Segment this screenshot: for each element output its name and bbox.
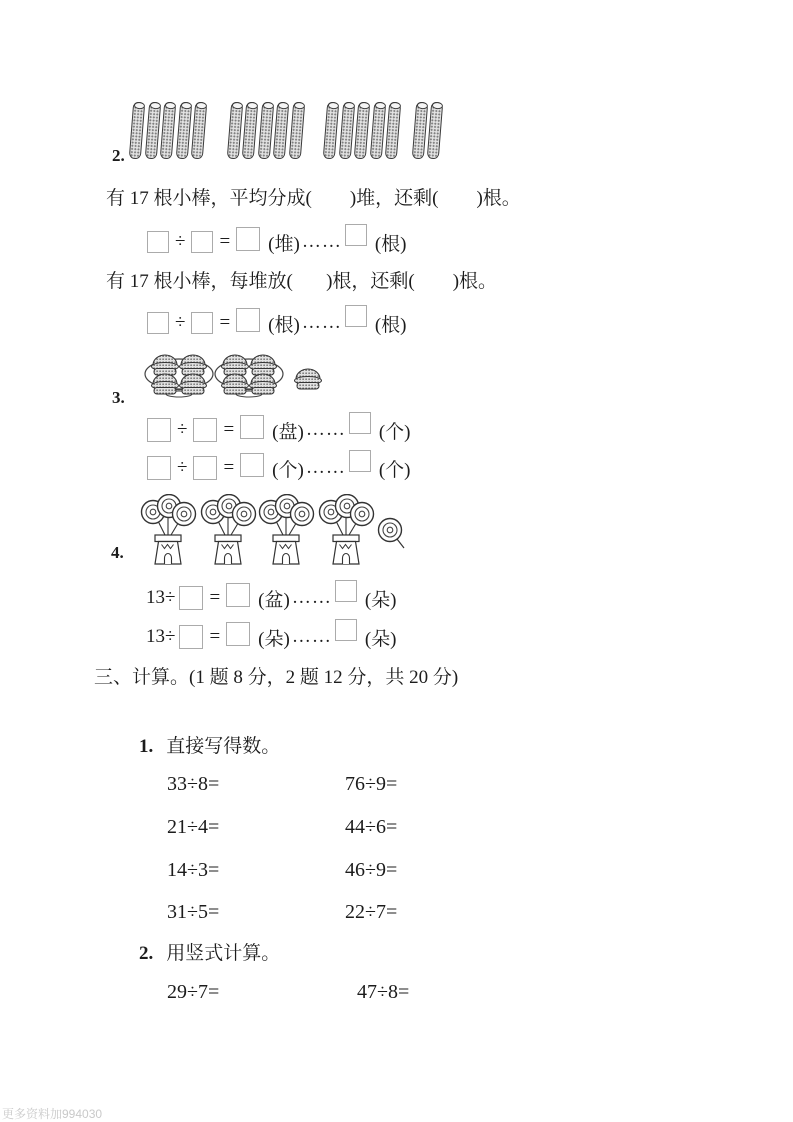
stick-icon: [427, 102, 443, 160]
division-problem: 22÷7=: [345, 901, 398, 923]
stick-icon: [411, 102, 427, 160]
dividend-box[interactable]: [147, 231, 169, 253]
stick-group: [229, 102, 307, 159]
dividend-text: 13÷: [146, 626, 176, 647]
equation-q3b: [144, 451, 410, 485]
quotient-unit: (朵): [258, 628, 290, 650]
quotient-unit: (个): [272, 459, 304, 481]
dividend-box[interactable]: [147, 418, 171, 442]
question-4-number: 4.: [111, 543, 124, 562]
division-problem: 76÷9=: [345, 773, 398, 795]
divide-sign: ÷: [177, 419, 188, 440]
stick-icon: [160, 102, 176, 160]
burger-icon: [152, 355, 179, 375]
stick-icon: [323, 102, 339, 160]
remainder-dots: ……: [301, 231, 342, 252]
equals-sign: =: [209, 587, 221, 608]
sticks-picture: [131, 102, 445, 159]
stick-icon: [288, 102, 304, 160]
sub-item-1-number: 1.: [139, 736, 154, 757]
flower-pot-icon: [202, 495, 256, 565]
burger-icon: [295, 369, 322, 389]
remainder-box[interactable]: [345, 305, 367, 327]
stick-group: [414, 102, 445, 159]
remainder-box[interactable]: [345, 224, 367, 246]
burgers-picture: [143, 345, 328, 400]
remainder-unit: (个): [378, 459, 411, 481]
quotient-unit: (堆): [268, 233, 300, 255]
flower-pot-icon: [320, 495, 374, 565]
divisor-box[interactable]: [193, 418, 217, 442]
dividend-box[interactable]: [147, 312, 169, 334]
division-problem: 14÷3=: [167, 859, 220, 881]
divide-sign: ÷: [177, 457, 188, 478]
remainder-dots: ……: [305, 419, 346, 440]
remainder-box[interactable]: [349, 412, 371, 434]
remainder-dots: ……: [291, 587, 332, 608]
sub-item-2-title: 用竖式计算。: [166, 943, 281, 964]
remainder-box[interactable]: [349, 450, 371, 472]
equation-q2b: [144, 306, 406, 340]
stick-icon: [144, 102, 160, 160]
quotient-box[interactable]: [240, 453, 264, 477]
flower-pot-icon: [260, 495, 314, 565]
equals-sign: =: [209, 626, 221, 647]
question-2-line1: 有 17 根小棒，平均分成( )堆，还剩( )根。: [106, 188, 521, 209]
stick-icon: [354, 102, 370, 160]
equals-sign: =: [223, 457, 235, 478]
remainder-dots: ……: [301, 312, 342, 333]
stick-icon: [369, 102, 385, 160]
burger-icon: [250, 355, 277, 375]
stick-icon: [385, 102, 401, 160]
flower-pot-icon: [142, 495, 196, 565]
divisor-box[interactable]: [193, 456, 217, 480]
divisor-box[interactable]: [191, 312, 213, 334]
remainder-box[interactable]: [335, 580, 357, 602]
stick-group: [131, 102, 209, 159]
remainder-dots: ……: [305, 457, 346, 478]
divide-sign: ÷: [175, 312, 186, 333]
division-problem: 33÷8=: [167, 773, 220, 795]
divide-sign: ÷: [175, 231, 186, 252]
question-2-number: 2.: [112, 146, 125, 165]
sub-item-2-number: 2.: [139, 943, 154, 964]
remainder-dots: ……: [291, 626, 332, 647]
division-problem: 29÷7=: [167, 981, 220, 1003]
division-problem: 44÷6=: [345, 816, 398, 838]
quotient-box[interactable]: [236, 227, 260, 251]
equation-q4a: [146, 581, 396, 615]
stick-icon: [129, 102, 145, 160]
remainder-unit: (个): [378, 421, 411, 443]
quotient-unit: (盘): [272, 421, 304, 443]
divisor-box[interactable]: [191, 231, 213, 253]
remainder-unit: (根): [374, 314, 407, 336]
stick-icon: [242, 102, 258, 160]
dividend-box[interactable]: [147, 456, 171, 480]
equation-q2a: [144, 225, 406, 259]
stick-icon: [338, 102, 354, 160]
sub-item-1-title: 直接写得数。: [166, 736, 281, 757]
divisor-box[interactable]: [179, 586, 203, 610]
divisor-box[interactable]: [179, 625, 203, 649]
burger-icon: [180, 374, 207, 394]
equals-sign: =: [219, 312, 231, 333]
stick-icon: [257, 102, 273, 160]
burger-icon: [222, 374, 249, 394]
vertical-calc-row: [147, 958, 409, 1027]
remainder-unit: (朵): [364, 628, 397, 650]
equals-sign: =: [223, 419, 235, 440]
division-problem: 46÷9=: [345, 859, 398, 881]
watermark-text: 更多资料加994030: [2, 1107, 103, 1121]
burger-icon: [180, 355, 207, 375]
quotient-unit: (盆): [258, 589, 290, 611]
stick-icon: [175, 102, 191, 160]
division-problem: 31÷5=: [167, 901, 220, 923]
stick-icon: [226, 102, 242, 160]
lollipop-icon: [379, 519, 405, 549]
remainder-unit: (朵): [364, 589, 397, 611]
section-3-heading: 三、计算。(1 题 8 分，2 题 12 分，共 20 分): [94, 667, 459, 688]
quotient-unit: (根): [268, 314, 300, 336]
burger-icon: [250, 374, 277, 394]
burger-icon: [222, 355, 249, 375]
stick-group: [325, 102, 403, 159]
flowers-picture: [134, 494, 414, 566]
quotient-box[interactable]: [236, 308, 260, 332]
quotient-box[interactable]: [240, 415, 264, 439]
question-3-number: 3.: [112, 388, 125, 407]
dividend-text: 13÷: [146, 587, 176, 608]
remainder-box[interactable]: [335, 619, 357, 641]
equation-q4b: [146, 620, 396, 654]
quotient-box[interactable]: [226, 622, 250, 646]
equals-sign: =: [219, 231, 231, 252]
question-2-line2: 有 17 根小棒，每堆放( )根，还剩( )根。: [106, 271, 498, 292]
quotient-box[interactable]: [226, 583, 250, 607]
stick-icon: [191, 102, 207, 160]
burger-icon: [152, 374, 179, 394]
remainder-unit: (根): [374, 233, 407, 255]
stick-icon: [273, 102, 289, 160]
division-problem: 21÷4=: [167, 816, 220, 838]
division-problem: 47÷8=: [357, 981, 410, 1003]
equation-q3a: [144, 413, 410, 447]
